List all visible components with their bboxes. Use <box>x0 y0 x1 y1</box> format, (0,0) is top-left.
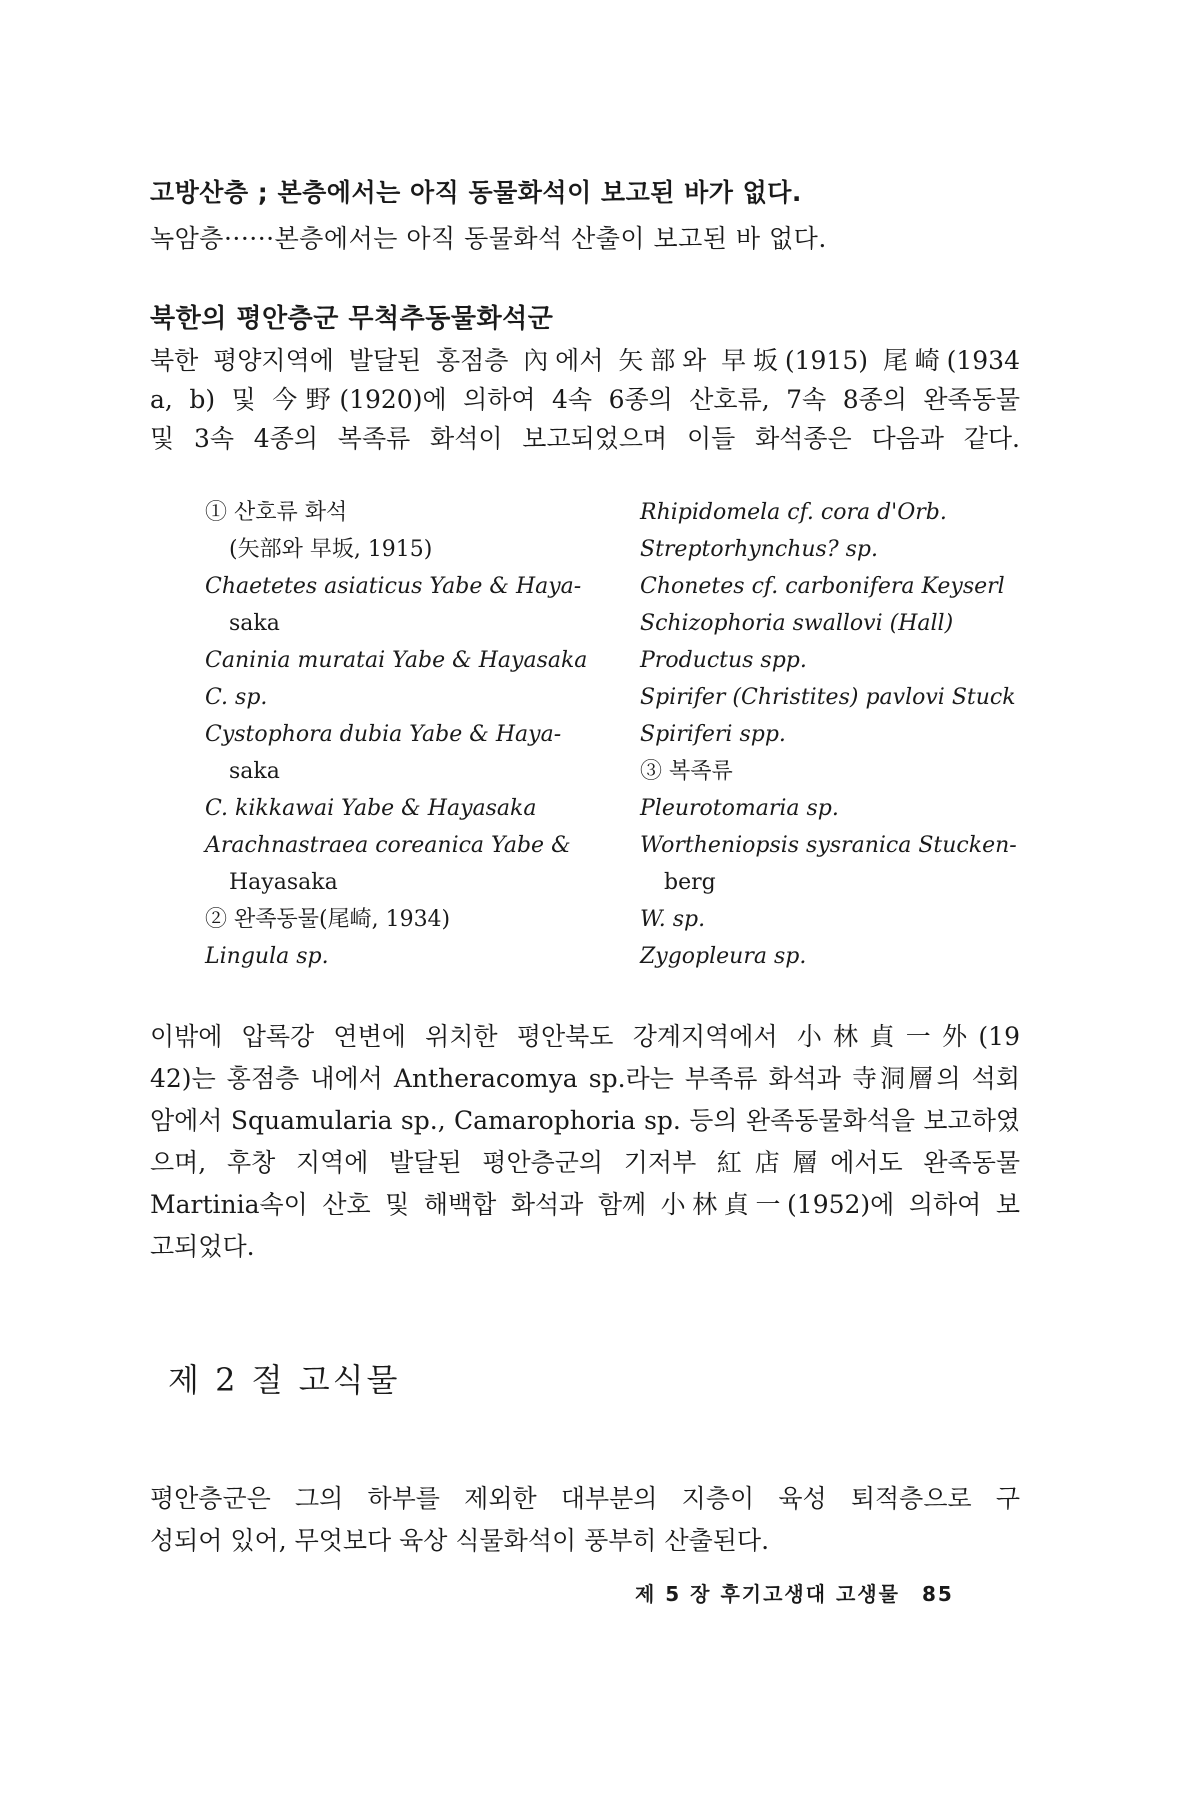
list-item: C. kikkawai Yabe & Hayasaka <box>205 796 537 821</box>
species-list-left <box>205 494 587 975</box>
paragraph2-line-6: 고되었다. <box>150 1232 255 1261</box>
paragraph2-line-4: 으며, 후창 지역에 발달된 평안층군의 기저부 紅店層에서도 완족동물 <box>150 1148 1020 1177</box>
list-item: Spiriferi spp. <box>640 722 786 747</box>
paragraph1-line-2: a, b) 및 今野(1920)에 의하여 4속 6종의 산호류, 7속 8종의 완족동물 <box>150 385 1020 414</box>
list-heading-gastropods: ③ 복족류 <box>640 759 733 784</box>
list-item: W. sp. <box>640 907 706 932</box>
paragraph2-line-3: 암에서 Squamularia sp., Camarophoria sp. 등의 완족동물화석을 보고하였 <box>150 1106 1020 1135</box>
list-item-continuation: saka <box>229 611 280 636</box>
list-item: Caninia muratai Yabe & Hayasaka <box>205 648 588 673</box>
section-title: 제 2 절 고식물 <box>168 1361 401 1399</box>
running-header-chapter: 제 5 장 후기고생대 고생물 <box>635 1582 900 1606</box>
page-number: 85 <box>921 1582 954 1606</box>
list-item: Rhipidomela cf. cora d'Orb. <box>640 500 947 525</box>
subsection-heading: 북한의 평안층군 무척추동물화석군 <box>150 304 554 334</box>
list-item: Lingula sp. <box>205 944 329 969</box>
species-list-right <box>640 494 1017 975</box>
list-item: Arachnastraea coreanica Yabe & <box>205 833 571 858</box>
list-item-continuation: Hayasaka <box>229 870 338 895</box>
list-heading-brachiopods: ② 완족동물(尾崎, 1934) <box>205 907 451 932</box>
paragraph2-line-2: 42)는 홍점층 내에서 Antheracomya sp.라는 부족류 화석과 寺洞層의 석회 <box>150 1064 1020 1093</box>
list-item: C. sp. <box>205 685 268 710</box>
list-item: Chaetetes asiaticus Yabe & Haya- <box>205 574 582 599</box>
list-citation: (矢部와 早坂, 1915) <box>229 537 433 562</box>
paragraph2-line-1: 이밖에 압록강 연변에 위치한 평안북도 강계지역에서 小林貞一外(19 <box>150 1022 1020 1051</box>
paragraph2-line-5: Martinia속이 산호 및 해백합 화석과 함께 小林貞一(1952)에 의하여 보 <box>150 1190 1020 1219</box>
list-item: Zygopleura sp. <box>640 944 807 969</box>
list-item: Pleurotomaria sp. <box>640 796 839 821</box>
list-item: Schizophoria swallovi (Hall) <box>640 611 954 636</box>
paragraph3-line-2: 성되어 있어, 무엇보다 육상 식물화석이 풍부히 산출된다. <box>150 1526 770 1555</box>
list-item-continuation: berg <box>664 870 716 895</box>
list-item: Cystophora dubia Yabe & Haya- <box>205 722 562 747</box>
list-item: Chonetes cf. carbonifera Keyserl <box>640 574 1005 599</box>
list-item-continuation: saka <box>229 759 280 784</box>
paragraph3-line-1: 평안층군은 그의 하부를 제외한 대부분의 지층이 육성 퇴적층으로 구 <box>150 1484 1020 1513</box>
intro-line-2: 녹암층······본층에서는 아직 동물화석 산출이 보고된 바 없다. <box>150 224 827 253</box>
list-item: Spirifer (Christites) pavlovi Stuck <box>640 685 1016 710</box>
paragraph1-line-1: 북한 평양지역에 발달된 홍점층 內에서 矢部와 早坂(1915) 尾崎(1934 <box>150 346 1020 375</box>
list-heading-corals: ① 산호류 화석 <box>205 500 348 525</box>
paragraph1-line-3: 및 3속 4종의 복족류 화석이 보고되었으며 이들 화석종은 다음과 같다. <box>150 424 1020 453</box>
list-item: Wortheniopsis sysranica Stucken- <box>640 833 1017 858</box>
intro-line-1: 고방산층 ; 본층에서는 아직 동물화석이 보고된 바가 없다. <box>150 178 802 207</box>
list-item: Streptorhynchus? sp. <box>640 537 879 562</box>
list-item: Productus spp. <box>640 648 807 673</box>
page-footer <box>635 1578 954 1607</box>
